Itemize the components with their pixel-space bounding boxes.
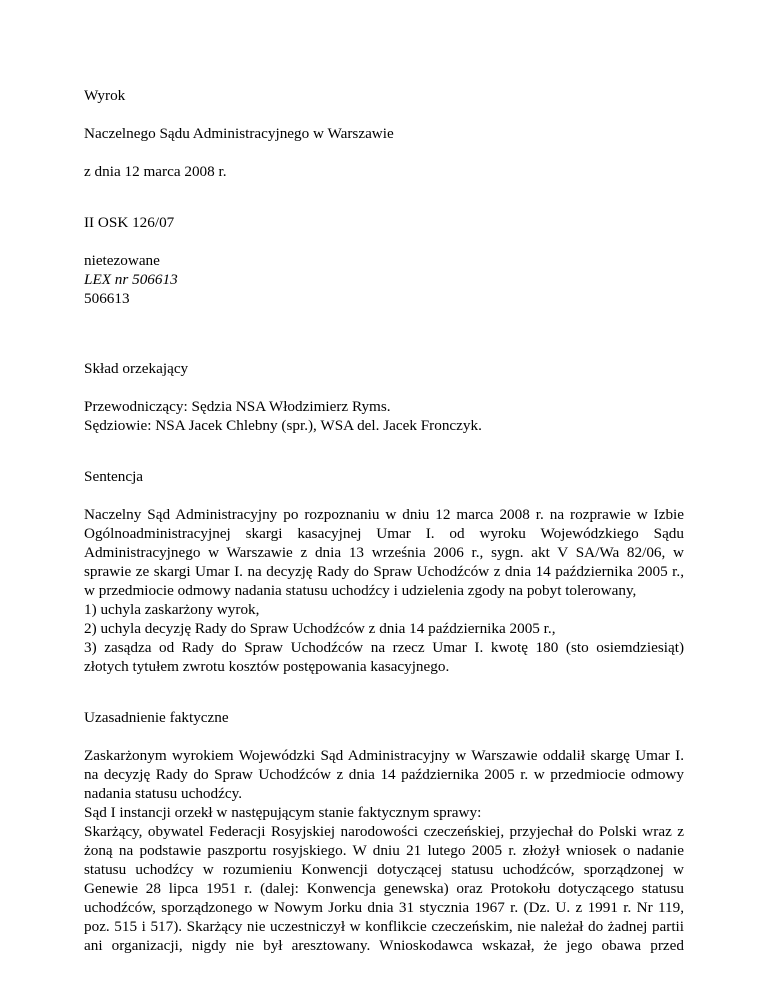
thesis-status: nietezowane	[84, 252, 160, 269]
uzasadnienie-line: żoną na podstawie paszportu rosyjskiego. W dniu 21 lutego 2005 r. złożył wniosek o nadanie	[84, 842, 684, 859]
document-page	[84, 86, 684, 955]
uzasadnienie-line: ani organizacji, nigdy nie był aresztowany. Wnioskodawca wskazał, że jego obawa przed	[84, 937, 684, 954]
sentencja-line: Administracyjnego w Warszawie z dnia 13 września 2006 r., sygn. akt V SA/Wa 82/06, w	[84, 544, 684, 561]
sentencja-line: Ogólnoadministracyjnej skargi kasacyjnej Umar I. od wyroku Wojewódzkiego Sądu	[84, 525, 684, 542]
uzasadnienie-paragraph-1	[84, 746, 684, 803]
uzasadnienie-line: Genewie 28 lipca 1951 r. (dalej: Konwencja genewska) oraz Protokołu dotyczącego statusu	[84, 880, 684, 897]
uzasadnienie-line: poz. 515 i 517). Skarżący nie uczestniczył w konflikcie czeczeńskim, nie należał do żadnej partii	[84, 918, 684, 935]
sentencja-paragraph	[84, 505, 684, 676]
panel-heading: Skład orzekający	[84, 360, 189, 377]
uzasadnienie-line: Zaskarżonym wyrokiem Wojewódzki Sąd Administracyjny w Warszawie oddalił skargę Umar I.	[84, 747, 684, 764]
uzasadnienie-paragraph-3	[84, 822, 684, 955]
uzasadnienie-line: statusu uchodźcy w rozumieniu Konwencji dotyczącej statusu uchodźców, sporządzonej w	[84, 861, 684, 878]
sentencja-line: sprawie ze skargi Umar I. na decyzję Rady do Spraw Uchodźców z dnia 14 października 2005 r.,	[84, 563, 684, 580]
uzasadnienie-line: Skarżący, obywatel Federacji Rosyjskiej narodowości czeczeńskiej, przyjechał do Polski wraz z	[84, 823, 684, 840]
uzasadnienie-paragraph-2: Sąd I instancji orzekł w następującym stanie faktycznym sprawy:	[84, 804, 482, 821]
sentencja-heading: Sentencja	[84, 468, 144, 485]
court-name: Naczelnego Sądu Administracyjnego w Warszawie	[84, 125, 394, 142]
uzasadnienie-line: uchodźców, sporządzonego w Nowym Jorku dnia 31 stycznia 1967 r. (Dz. U. z 1991 r. Nr 119,	[84, 899, 684, 916]
sentencja-item-3: 3) zasądza od Rady do Spraw Uchodźców na rzecz Umar I. kwotę 180 (sto osiemdziesiąt)	[84, 639, 684, 656]
panel-chair: Przewodniczący: Sędzia NSA Włodzimierz Ryms.	[84, 398, 391, 415]
judgment-date: z dnia 12 marca 2008 r.	[84, 163, 227, 180]
panel-judges: Sędziowie: NSA Jacek Chlebny (spr.), WSA del. Jacek Fronczyk.	[84, 417, 482, 434]
case-signature: II OSK 126/07	[84, 214, 175, 231]
sentencja-line: w przedmiocie odmowy nadania statusu uchodźcy i udzielenia zgody na pobyt tolerowany,	[84, 582, 637, 599]
sentencja-item-3-cont: złotych tytułem zwrotu kosztów postępowania kasacyjnego.	[84, 658, 450, 675]
lex-reference: LEX nr 506613	[84, 271, 178, 288]
lex-id: 506613	[84, 290, 130, 307]
document-title: Wyrok	[84, 87, 126, 104]
uzasadnienie-heading: Uzasadnienie faktyczne	[84, 709, 229, 726]
sentencja-item-2: 2) uchyla decyzję Rady do Spraw Uchodźców z dnia 14 października 2005 r.,	[84, 620, 556, 637]
uzasadnienie-line: nadania statusu uchodźcy.	[84, 785, 243, 802]
sentencja-line: Naczelny Sąd Administracyjny po rozpoznaniu w dniu 12 marca 2008 r. na rozprawie w Izbie	[84, 506, 684, 523]
sentencja-item-1: 1) uchyla zaskarżony wyrok,	[84, 601, 260, 618]
uzasadnienie-line: na decyzję Rady do Spraw Uchodźców z dnia 14 października 2005 r. w przedmiocie odmowy	[84, 766, 684, 783]
